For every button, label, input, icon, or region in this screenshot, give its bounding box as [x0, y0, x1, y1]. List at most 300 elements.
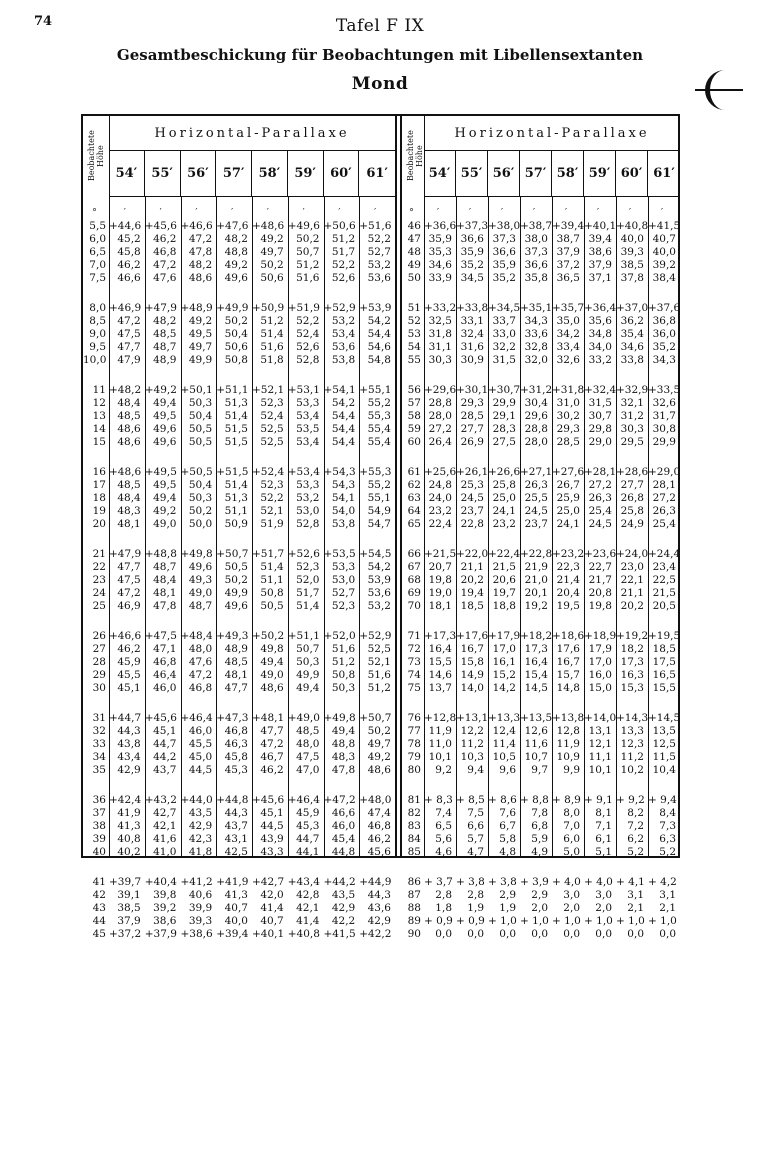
- table-cell: 52,7: [367, 246, 391, 258]
- group-gap: [181, 859, 213, 876]
- table-cell: + 3,8: [488, 876, 517, 888]
- column-header: 54′: [109, 150, 145, 196]
- table-cell: 17,3: [620, 656, 644, 668]
- table-cell: 13,5: [652, 725, 676, 737]
- table-cell: 9,2: [435, 764, 452, 776]
- table-cell: 49,7: [188, 341, 213, 353]
- table-cell: 48,1: [117, 518, 141, 530]
- height-value: 85: [407, 846, 421, 858]
- group-gap: [324, 367, 356, 384]
- group-gap: [288, 285, 320, 302]
- table-cell: 35,6: [588, 315, 612, 327]
- table-cell: 1,9: [499, 902, 516, 914]
- table-cell: 49,9: [188, 354, 213, 366]
- table-cell: 55,2: [367, 479, 391, 491]
- group-gap: [402, 531, 421, 548]
- group-gap: [181, 449, 213, 466]
- group-gap: [83, 695, 106, 712]
- table-cell: 11,2: [620, 751, 644, 763]
- table-cell: +49,6: [287, 220, 320, 232]
- table-cell: 51,3: [224, 397, 248, 409]
- table-cell: 52,5: [260, 436, 284, 448]
- table-cell: 47,2: [188, 233, 213, 245]
- table-cell: 24,1: [492, 505, 516, 517]
- height-value: 89: [407, 915, 421, 927]
- table-cell: 2,9: [531, 889, 548, 901]
- table-cell: 40,7: [652, 233, 676, 245]
- group-gap: [324, 859, 356, 876]
- table-cell: 47,9: [117, 354, 141, 366]
- table-cell: +35,1: [520, 302, 553, 314]
- height-value: 62: [407, 479, 421, 491]
- parallax-table: [81, 114, 681, 940]
- table-cell: 24,5: [524, 505, 548, 517]
- group-gap: [216, 367, 248, 384]
- table-cell: 31,1: [428, 341, 452, 353]
- column-header: 58′: [552, 150, 584, 196]
- table-cell: 4,8: [499, 846, 516, 858]
- table-cell: 45,9: [117, 656, 141, 668]
- height-value: 50: [407, 272, 421, 284]
- table-cell: 37,3: [524, 246, 548, 258]
- parallax-title: Horizontal-Parallaxe: [424, 116, 680, 151]
- group-gap: [216, 613, 248, 630]
- table-cell: +22,8: [520, 548, 553, 560]
- table-cell: + 1,0: [648, 915, 677, 927]
- table-cell: 53,9: [367, 574, 391, 586]
- height-value: 26: [92, 630, 106, 642]
- table-cell: 40,6: [188, 889, 213, 901]
- table-cell: 20,2: [620, 600, 644, 612]
- table-cell: 31,0: [556, 397, 580, 409]
- group-gap: [552, 449, 580, 466]
- table-cell: 25,8: [492, 479, 516, 491]
- table-cell: 50,3: [188, 492, 213, 504]
- table-cell: 49,6: [188, 561, 213, 573]
- table-cell: 49,2: [153, 505, 177, 517]
- group-gap: [252, 695, 284, 712]
- table-cell: 54,6: [367, 341, 391, 353]
- table-cell: + 0,9: [424, 915, 453, 927]
- table-cell: 20,6: [492, 574, 516, 586]
- table-cell: 14,5: [524, 682, 548, 694]
- table-cell: 52,2: [296, 315, 320, 327]
- table-cell: +26,1: [456, 466, 489, 478]
- table-cell: +48,0: [359, 794, 392, 806]
- table-cell: +47,5: [144, 630, 177, 642]
- table-cell: +52,1: [252, 384, 285, 396]
- table-cell: 6,8: [531, 820, 548, 832]
- data-column: [424, 206, 457, 941]
- table-cell: +22,0: [456, 548, 489, 560]
- table-cell: 15,7: [556, 669, 580, 681]
- table-cell: 49,5: [153, 479, 177, 491]
- table-cell: 52,1: [260, 505, 284, 517]
- table-cell: 52,4: [296, 328, 320, 340]
- group-gap: [520, 449, 548, 466]
- table-cell: 52,5: [260, 423, 284, 435]
- table-cell: 37,9: [556, 246, 580, 258]
- height-value: 87: [407, 889, 421, 901]
- column-header: 57′: [216, 150, 252, 196]
- table-cell: 41,3: [117, 820, 141, 832]
- table-cell: +40,1: [584, 220, 617, 232]
- table-cell: 16,1: [492, 656, 516, 668]
- table-cell: 42,5: [224, 846, 248, 858]
- table-cell: 52,3: [331, 600, 356, 612]
- table-cell: 41,0: [153, 846, 177, 858]
- table-cell: 49,0: [153, 518, 177, 530]
- table-cell: +51,5: [216, 466, 249, 478]
- table-cell: 2,1: [627, 902, 644, 914]
- table-cell: 52,0: [296, 574, 320, 586]
- group-gap: [520, 367, 548, 384]
- table-cell: 36,8: [652, 315, 676, 327]
- table-cell: + 1,0: [616, 915, 645, 927]
- table-cell: 53,8: [331, 354, 356, 366]
- table-body: [83, 196, 395, 940]
- group-gap: [456, 367, 484, 384]
- table-cell: 43,7: [153, 764, 177, 776]
- table-cell: 47,5: [117, 574, 141, 586]
- table-cell: 52,8: [296, 354, 320, 366]
- group-gap: [216, 695, 248, 712]
- column-header: 59′: [584, 150, 616, 196]
- table-cell: 10,4: [652, 764, 676, 776]
- table-cell: 14,0: [460, 682, 484, 694]
- height-value: 15: [92, 436, 106, 448]
- table-cell: 17,0: [492, 643, 516, 655]
- table-cell: 53,6: [367, 587, 391, 599]
- table-cell: 49,8: [260, 643, 284, 655]
- table-cell: 23,4: [652, 561, 676, 573]
- table-cell: 9,4: [467, 764, 484, 776]
- table-cell: 51,4: [224, 479, 248, 491]
- unit-mark: ′: [266, 208, 269, 218]
- data-column: [288, 206, 320, 941]
- table-cell: 51,2: [296, 259, 320, 271]
- group-gap: [488, 449, 516, 466]
- table-cell: 25,3: [460, 479, 484, 491]
- height-value: 19: [92, 505, 106, 517]
- table-cell: +48,4: [180, 630, 213, 642]
- column-header: 55′: [145, 150, 181, 196]
- height-value: 18: [92, 492, 106, 504]
- table-cell: 54,1: [331, 492, 356, 504]
- height-value: 11: [92, 384, 106, 396]
- table-cell: 50,4: [188, 479, 213, 491]
- table-left-half: [83, 116, 397, 940]
- group-gap: [648, 695, 676, 712]
- table-cell: +48,9: [180, 302, 213, 314]
- height-value: 83: [407, 820, 421, 832]
- table-cell: 20,2: [460, 574, 484, 586]
- table-cell: 50,5: [224, 561, 248, 573]
- table-cell: 53,2: [296, 492, 320, 504]
- table-cell: 50,9: [224, 518, 248, 530]
- group-gap: [145, 449, 177, 466]
- group-gap: [402, 859, 421, 876]
- group-gap: [584, 777, 612, 794]
- table-cell: + 8,3: [424, 794, 453, 806]
- table-cell: 2,9: [499, 889, 516, 901]
- table-cell: 42,0: [260, 889, 284, 901]
- table-cell: 52,6: [331, 272, 356, 284]
- table-cell: +47,6: [216, 220, 249, 232]
- column-header: 54′: [424, 150, 456, 196]
- height-value: 31: [92, 712, 106, 724]
- table-cell: 53,0: [331, 574, 356, 586]
- table-cell: + 8,8: [520, 794, 549, 806]
- table-cell: 50,4: [224, 328, 248, 340]
- table-cell: 15,5: [428, 656, 452, 668]
- table-cell: 36,6: [460, 233, 484, 245]
- table-cell: 26,3: [588, 492, 612, 504]
- table-cell: +49,3: [216, 630, 249, 642]
- group-gap: [216, 859, 248, 876]
- table-cell: +52,0: [323, 630, 356, 642]
- table-cell: 18,5: [652, 643, 676, 655]
- group-gap: [288, 613, 320, 630]
- table-cell: 3,0: [595, 889, 612, 901]
- table-cell: 30,3: [428, 354, 452, 366]
- unit-mark: ′: [500, 208, 504, 218]
- table-cell: 21,5: [492, 561, 516, 573]
- unit-mark: ′: [596, 208, 600, 218]
- table-cell: 45,2: [117, 233, 141, 245]
- group-gap: [359, 777, 391, 794]
- table-cell: 54,8: [367, 354, 391, 366]
- table-cell: 33,9: [428, 272, 452, 284]
- group-gap: [648, 367, 676, 384]
- table-cell: +37,9: [144, 928, 177, 940]
- group-gap: [648, 449, 676, 466]
- unit-mark: ′: [338, 208, 341, 218]
- table-cell: 37,2: [556, 259, 580, 271]
- table-cell: +46,4: [287, 794, 320, 806]
- table-cell: 43,7: [224, 820, 248, 832]
- table-cell: 50,7: [296, 246, 320, 258]
- group-gap: [456, 449, 484, 466]
- group-gap: [584, 859, 612, 876]
- height-value: 6,0: [89, 233, 106, 245]
- table-cell: 20,5: [652, 600, 676, 612]
- table-cell: +54,5: [359, 548, 392, 560]
- table-cell: 29,5: [620, 436, 644, 448]
- table-cell: +26,6: [488, 466, 521, 478]
- table-cell: 47,0: [296, 764, 320, 776]
- table-cell: +31,8: [552, 384, 585, 396]
- group-gap: [520, 613, 548, 630]
- table-cell: +39,4: [552, 220, 585, 232]
- table-cell: +12,8: [424, 712, 457, 724]
- table-cell: 52,3: [260, 479, 284, 491]
- table-cell: 51,4: [260, 328, 284, 340]
- height-value: 21: [92, 548, 106, 560]
- table-cell: 11,9: [556, 738, 580, 750]
- table-cell: 19,8: [588, 600, 612, 612]
- table-cell: 51,5: [224, 423, 248, 435]
- table-cell: 53,3: [296, 479, 320, 491]
- table-cell: 47,8: [188, 246, 213, 258]
- table-cell: 21,1: [460, 561, 484, 573]
- table-cell: +40,1: [252, 928, 285, 940]
- table-cell: 52,6: [296, 341, 320, 353]
- table-cell: 35,4: [620, 328, 644, 340]
- table-cell: +36,6: [424, 220, 457, 232]
- table-cell: 6,5: [435, 820, 452, 832]
- group-gap: [359, 285, 391, 302]
- table-cell: 28,8: [428, 397, 452, 409]
- table-cell: 39,2: [153, 902, 177, 914]
- table-cell: 19,4: [460, 587, 484, 599]
- table-cell: 27,2: [428, 423, 452, 435]
- group-gap: [552, 367, 580, 384]
- height-value: 55: [407, 354, 421, 366]
- column-header: 59′: [288, 150, 324, 196]
- table-cell: 37,9: [588, 259, 612, 271]
- table-cell: 0,0: [659, 928, 676, 940]
- table-cell: 52,2: [260, 492, 284, 504]
- table-cell: 43,6: [367, 902, 391, 914]
- group-gap: [83, 449, 106, 466]
- table-cell: 53,4: [331, 328, 356, 340]
- table-cell: 50,2: [260, 259, 284, 271]
- data-column: [324, 206, 356, 941]
- table-cell: 51,6: [331, 643, 356, 655]
- table-cell: +17,3: [424, 630, 457, 642]
- table-cell: 12,8: [556, 725, 580, 737]
- table-cell: 33,8: [620, 354, 644, 366]
- table-cell: +44,7: [109, 712, 142, 724]
- table-cell: 5,9: [531, 833, 548, 845]
- group-gap: [424, 695, 452, 712]
- height-value: 8,0: [89, 302, 106, 314]
- table-cell: 52,1: [367, 656, 391, 668]
- height-value: 17: [92, 479, 106, 491]
- unit-mark: ′: [159, 208, 162, 218]
- table-cell: 46,6: [331, 807, 356, 819]
- group-gap: [456, 695, 484, 712]
- table-cell: +44,6: [109, 220, 142, 232]
- height-value: 76: [407, 712, 421, 724]
- table-cell: 29,0: [588, 436, 612, 448]
- group-gap: [288, 777, 320, 794]
- table-cell: +49,2: [144, 384, 177, 396]
- table-cell: 45,9: [296, 807, 320, 819]
- table-cell: 20,8: [588, 587, 612, 599]
- table-cell: 28,5: [460, 410, 484, 422]
- table-cell: 54,4: [331, 423, 356, 435]
- group-gap: [520, 777, 548, 794]
- group-gap: [584, 449, 612, 466]
- table-cell: 25,5: [524, 492, 548, 504]
- table-cell: 45,1: [153, 725, 177, 737]
- height-value: 84: [407, 833, 421, 845]
- table-cell: +23,6: [584, 548, 617, 560]
- table-cell: 37,8: [620, 272, 644, 284]
- table-cell: 36,6: [524, 259, 548, 271]
- table-cell: 25,9: [556, 492, 580, 504]
- table-cell: 49,6: [224, 600, 248, 612]
- table-cell: +50,6: [323, 220, 356, 232]
- table-cell: 53,2: [367, 259, 391, 271]
- table-cell: 48,5: [224, 656, 248, 668]
- table-cell: 15,5: [652, 682, 676, 694]
- table-cell: 42,1: [153, 820, 177, 832]
- page-number: 74: [34, 14, 53, 29]
- table-cell: 24,5: [588, 518, 612, 530]
- table-cell: 47,4: [367, 807, 391, 819]
- group-gap: [520, 285, 548, 302]
- table-cell: 46,0: [188, 725, 213, 737]
- table-cell: 51,2: [331, 656, 356, 668]
- table-cell: +14,5: [648, 712, 681, 724]
- table-cell: +46,9: [109, 302, 142, 314]
- table-cell: 48,8: [331, 738, 356, 750]
- table-cell: +53,4: [287, 466, 320, 478]
- table-cell: 45,8: [224, 751, 248, 763]
- group-gap: [648, 613, 676, 630]
- group-gap: [252, 449, 284, 466]
- table-cell: 50,4: [188, 410, 213, 422]
- unit-mark: ′: [436, 208, 440, 218]
- table-cell: 35,8: [524, 272, 548, 284]
- table-cell: +55,1: [359, 384, 392, 396]
- table-cell: 55,2: [367, 397, 391, 409]
- table-cell: 48,5: [296, 725, 320, 737]
- table-cell: 31,5: [588, 397, 612, 409]
- table-cell: 31,8: [428, 328, 452, 340]
- table-cell: + 8,5: [456, 794, 485, 806]
- table-cell: 38,4: [652, 272, 676, 284]
- height-value: 63: [407, 492, 421, 504]
- table-cell: 46,0: [153, 682, 177, 694]
- table-cell: 19,7: [492, 587, 516, 599]
- table-cell: 12,1: [588, 738, 612, 750]
- table-cell: 48,2: [224, 233, 248, 245]
- data-column: [109, 206, 141, 941]
- table-cell: 49,5: [153, 410, 177, 422]
- table-cell: +50,2: [252, 630, 285, 642]
- height-value: 68: [407, 574, 421, 586]
- table-cell: 3,1: [659, 889, 676, 901]
- table-cell: 47,7: [117, 341, 141, 353]
- table-cell: 29,9: [652, 436, 676, 448]
- table-cell: 54,3: [331, 479, 356, 491]
- table-cell: +23,2: [552, 548, 585, 560]
- group-gap: [616, 531, 644, 548]
- group-gap: [83, 531, 106, 548]
- height-value: 61: [407, 466, 421, 478]
- table-cell: +37,3: [456, 220, 489, 232]
- table-cell: 26,4: [428, 436, 452, 448]
- height-value: 7,5: [89, 272, 106, 284]
- table-cell: 23,2: [492, 518, 516, 530]
- table-cell: 42,1: [296, 902, 320, 914]
- table-cell: 36,0: [652, 328, 676, 340]
- table-cell: + 1,0: [552, 915, 581, 927]
- table-cell: 41,6: [153, 833, 177, 845]
- table-cell: 34,0: [588, 341, 612, 353]
- table-cell: +40,8: [287, 928, 320, 940]
- table-cell: 16,3: [620, 669, 644, 681]
- group-gap: [109, 613, 141, 630]
- table-cell: 41,4: [296, 915, 320, 927]
- table-cell: +49,9: [216, 302, 249, 314]
- table-cell: 46,9: [117, 600, 141, 612]
- group-gap: [424, 531, 452, 548]
